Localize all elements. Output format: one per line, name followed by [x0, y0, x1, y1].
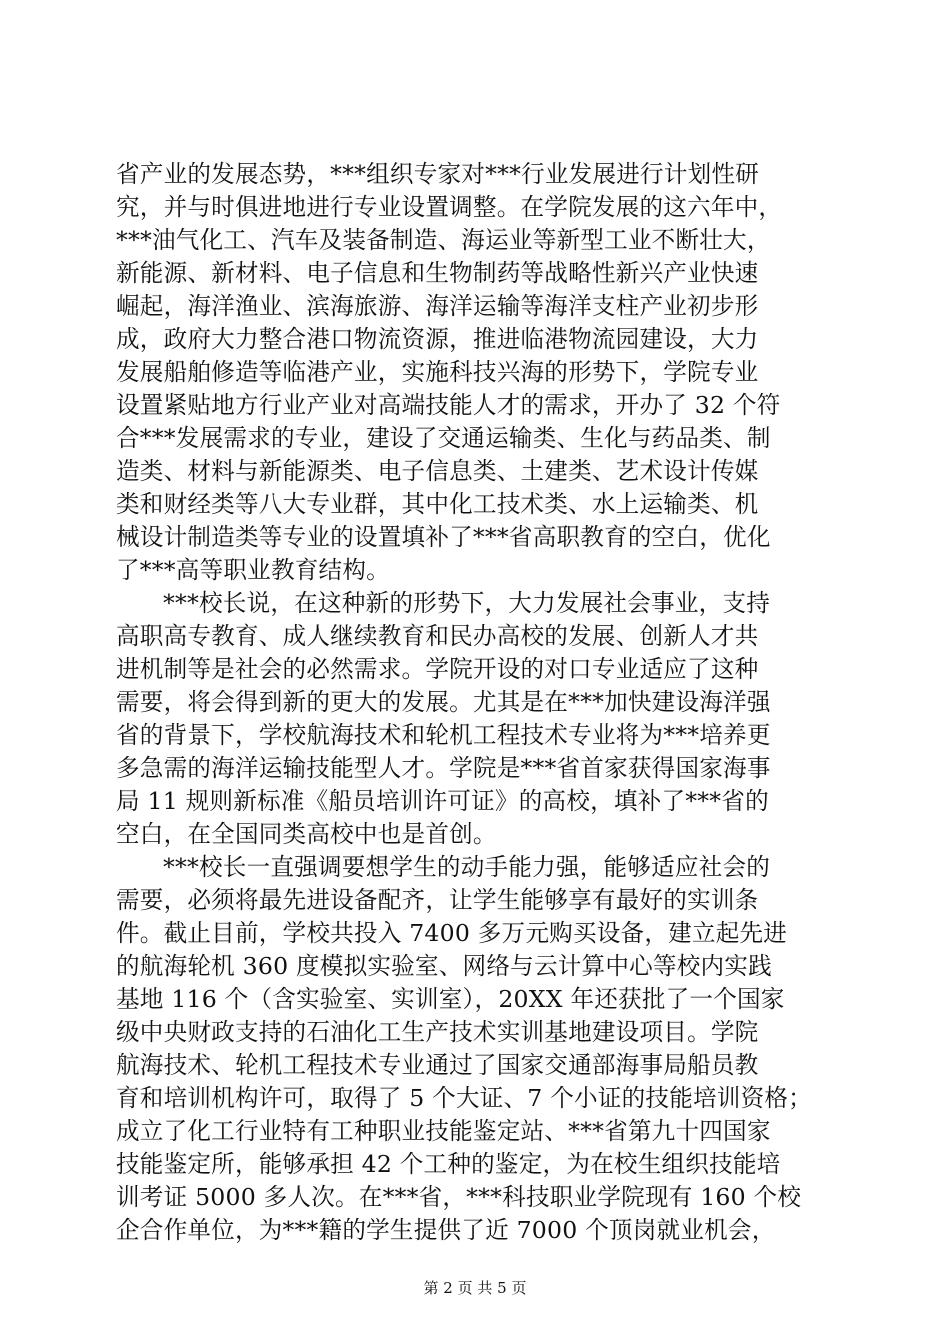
document-body: [116, 158, 838, 1247]
text-line: 育和培训机构许可，取得了 5 个大证、7 个小证的技能培训资格；: [116, 1084, 812, 1112]
text-line: ***校长一直强调要想学生的动手能力强，能够适应社会的: [163, 853, 771, 881]
text-line: ***油气化工、汽车及装备制造、海运业等新型工业不断壮大，: [116, 226, 771, 254]
text-line: 设置紧贴地方行业产业对高端技能人才的需求，开办了 32 个符: [116, 391, 781, 419]
text-line: 级中央财政支持的石油化工生产技术实训基地建设项目。学院: [116, 1018, 759, 1046]
text-line: 技能鉴定所，能够承担 42 个工种的鉴定，为在校生组织技能培: [116, 1150, 781, 1178]
text-line: 需要，将会得到新的更大的发展。尤其是在***加快建设海洋强: [116, 688, 771, 716]
text-line: 高职高专教育、成人继续教育和民办高校的发展、创新人才共: [116, 622, 759, 650]
text-line: 的航海轮机 360 度模拟实验室、网络与云计算中心等校内实践: [116, 952, 772, 980]
text-line: 成，政府大力整合港口物流资源，推进临港物流园建设，大力: [116, 325, 759, 353]
text-line: 多急需的海洋运输技能型人才。学院是***省首家获得国家海事: [116, 754, 771, 782]
text-line: 械设计制造类等专业的设置填补了***省高职教育的空白，优化: [116, 523, 771, 551]
text-line: 崛起，海洋渔业、滨海旅游、海洋运输等海洋支柱产业初步形: [116, 292, 759, 320]
text-line: 训考证 5000 多人次。在***省，***科技职业学院现有 160 个校: [116, 1183, 802, 1211]
text-line: 成立了化工行业特有工种职业技能鉴定站、***省第九十四国家: [116, 1117, 771, 1145]
text-line: 航海技术、轮机工程技术专业通过了国家交通部海事局船员教: [116, 1051, 759, 1079]
text-line: 件。截止目前，学校共投入 7400 多万元购买设备，建立起先进: [116, 919, 788, 947]
text-line: 省的背景下，学校航海技术和轮机工程技术专业将为***培养更: [116, 721, 771, 749]
text-line: 需要，必须将最先进设备配齐，让学生能够享有最好的实训条: [116, 886, 759, 914]
text-line: 空白，在全国同类高校中也是首创。: [116, 820, 497, 848]
text-line: 省产业的发展态势，***组织专家对***行业发展进行计划性研: [116, 160, 760, 188]
text-line: 基地 116 个（含实验室、实训室），20XX 年还获批了一个国家: [116, 985, 785, 1013]
text-line: ***校长说，在这种新的形势下，大力发展社会事业，支持: [163, 589, 771, 617]
text-line: 了***高等职业教育结构。: [116, 556, 390, 584]
page-number-footer: 第 2 页 共 5 页: [423, 1279, 527, 1297]
text-line: 究，并与时俱进地进行专业设置调整。在学院发展的这六年中，: [116, 193, 783, 221]
text-line: 企合作单位，为***籍的学生提供了近 7000 个顶岗就业机会，: [116, 1216, 776, 1244]
text-line: 合***发展需求的专业，建设了交通运输类、生化与药品类、制: [116, 424, 771, 452]
paragraph-1: [116, 158, 838, 587]
text-line: 进机制等是社会的必然需求。学院开设的对口专业适应了这种: [116, 655, 759, 683]
paragraph-3: [116, 851, 838, 1247]
text-line: 造类、材料与新能源类、电子信息类、土建类、艺术设计传媒: [116, 457, 759, 485]
text-line: 新能源、新材料、电子信息和生物制药等战略性新兴产业快速: [116, 259, 759, 287]
paragraph-2: [116, 587, 838, 851]
text-line: 发展船舶修造等临港产业，实施科技兴海的形势下，学院专业: [116, 358, 759, 386]
text-line: 局 11 规则新标准《船员培训许可证》的高校，填补了***省的: [116, 787, 769, 815]
text-line: 类和财经类等八大专业群，其中化工技术类、水上运输类、机: [116, 490, 759, 518]
